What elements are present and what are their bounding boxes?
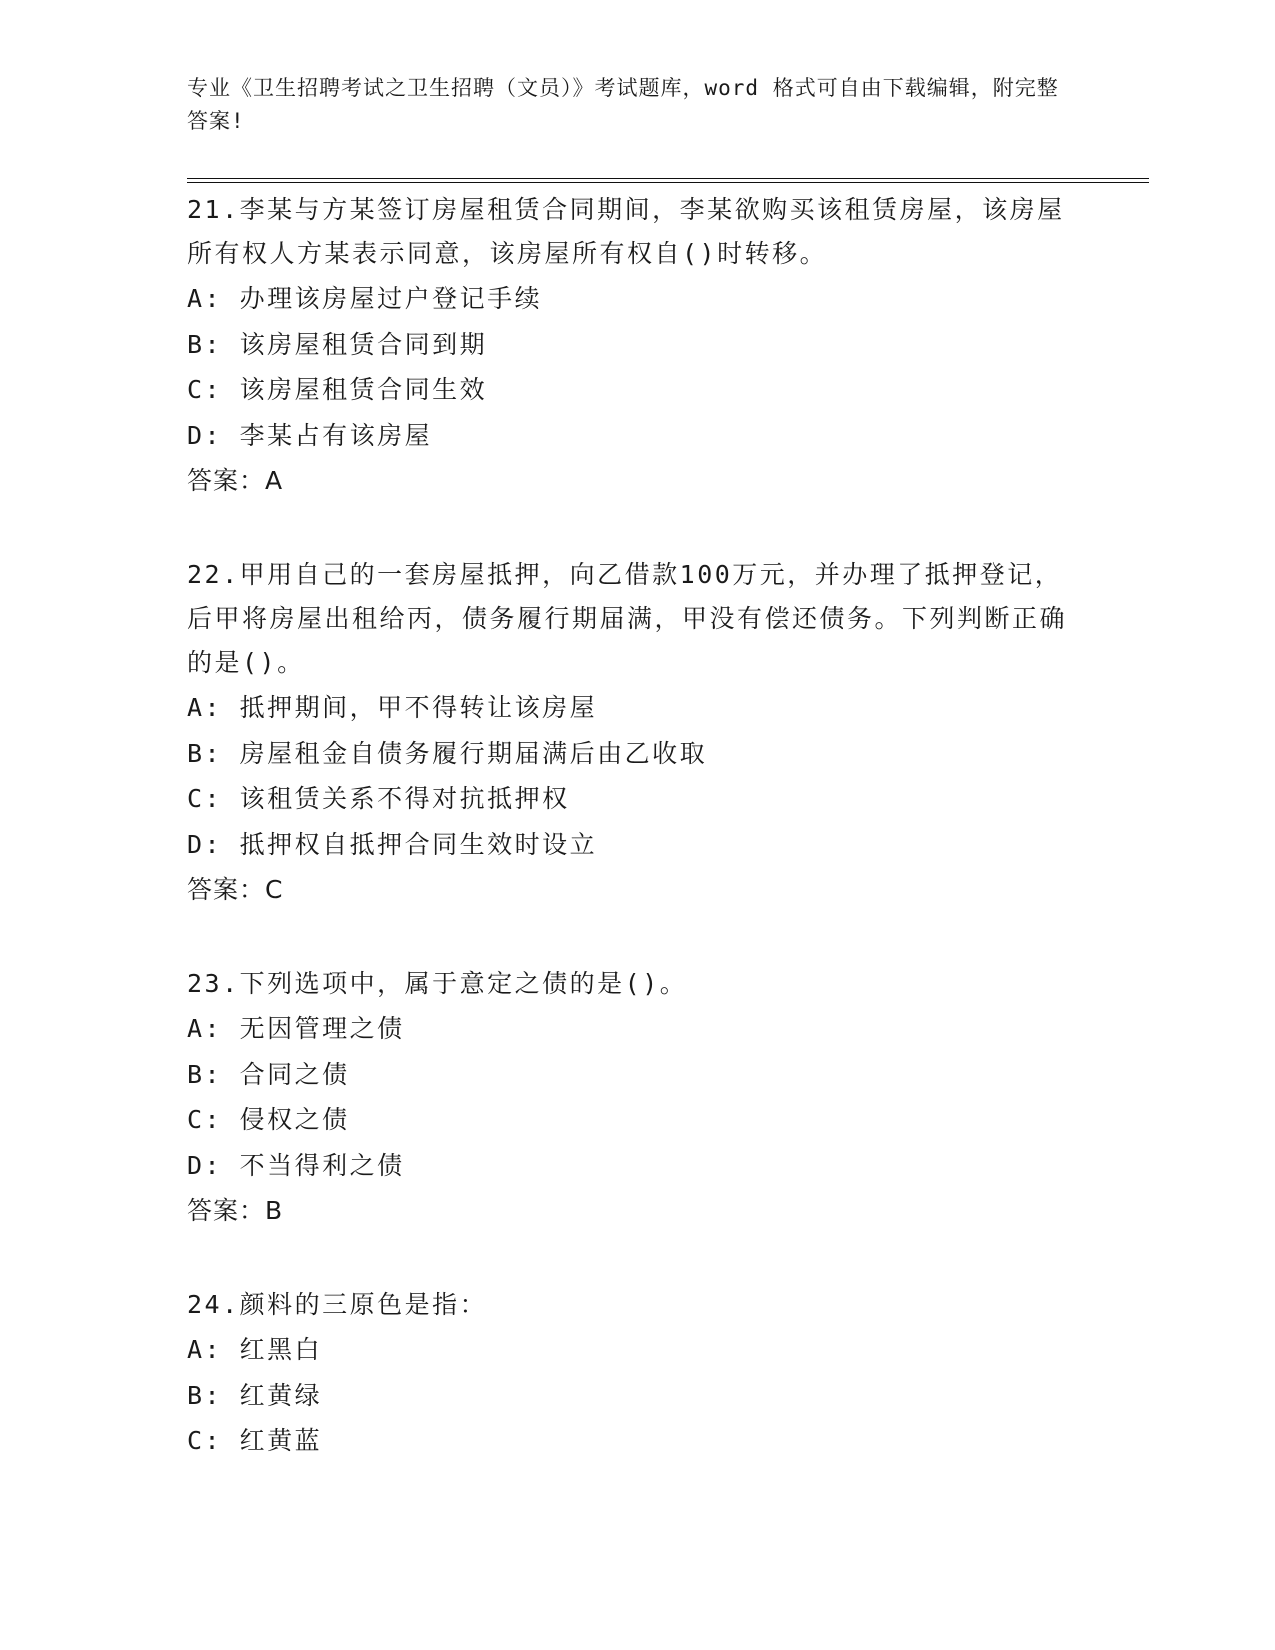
answer-line: 答案：A [187, 466, 284, 495]
answer-line: 答案：B [187, 1196, 284, 1225]
option-c: C: 该租赁关系不得对抗抵押权 [187, 784, 570, 813]
document-header: 专业《卫生招聘考试之卫生招聘（文员）》考试题库，word 格式可自由下载编辑，附完整答案! [187, 76, 1059, 133]
option-b: B: 合同之债 [187, 1059, 350, 1089]
header-rule-bottom [187, 182, 1149, 183]
option-b: B: 房屋租金自债务履行期届满后由乙收取 [187, 738, 708, 768]
option-a: A: 抵押期间，甲不得转让该房屋 [187, 693, 598, 722]
question-stem: 21.李某与方某签订房屋租赁合同期间，李某欲购买该租赁房屋，该房屋所有权人方某表示同意，该房屋所有权自()时转移。 [187, 195, 1065, 268]
option-a: A: 无因管理之债 [187, 1014, 405, 1043]
option-b: B: 红黄绿 [187, 1380, 323, 1410]
option-a: A: 办理该房屋过户登记手续 [187, 284, 543, 313]
question-stem: 22.甲用自己的一套房屋抵押，向乙借款100万元，并办理了抵押登记，后甲将房屋出租给丙，债务履行期届满，甲没有偿还债务。下列判断正确的是()。 [187, 560, 1068, 677]
answer-line: 答案：C [187, 875, 284, 904]
question-list [187, 188, 1077, 1514]
option-d: D: 抵押权自抵押合同生效时设立 [187, 829, 598, 859]
option-d: D: 不当得利之债 [187, 1150, 405, 1180]
question-stem: 23.下列选项中，属于意定之债的是()。 [187, 969, 688, 998]
question-23 [187, 962, 1077, 1233]
question-24 [187, 1283, 1077, 1464]
question-21 [187, 188, 1077, 503]
option-c: C: 该房屋租赁合同生效 [187, 375, 488, 404]
option-c: C: 侵权之债 [187, 1105, 350, 1134]
header-rule-top [187, 178, 1149, 179]
question-22 [187, 553, 1077, 912]
question-stem: 24.颜料的三原色是指： [187, 1290, 488, 1319]
option-b: B: 该房屋租赁合同到期 [187, 329, 488, 359]
option-d: D: 李某占有该房屋 [187, 420, 433, 450]
option-a: A: 红黑白 [187, 1335, 323, 1364]
option-c: C: 红黄蓝 [187, 1426, 323, 1455]
